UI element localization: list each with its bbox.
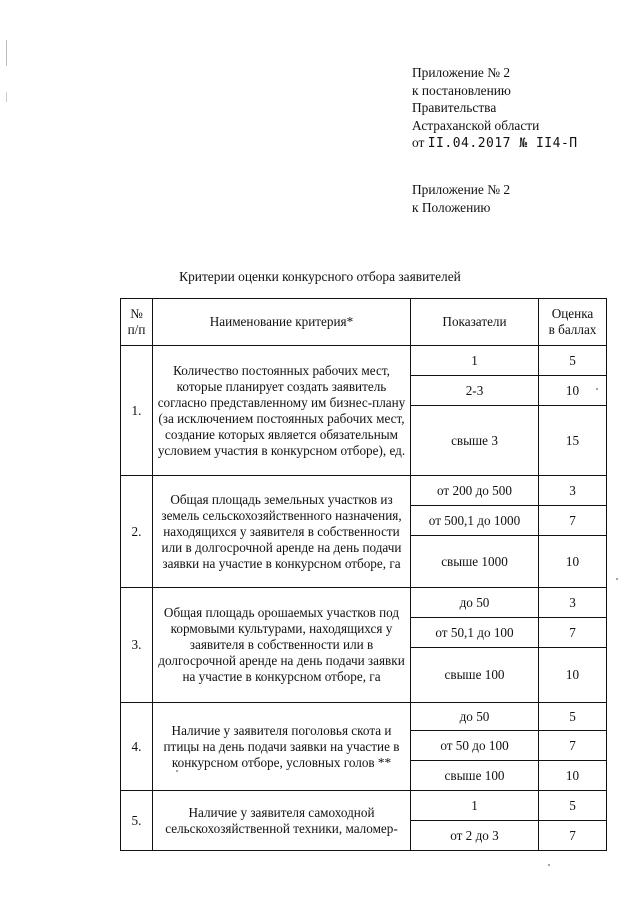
table-row: [121, 346, 607, 376]
appendix-regulation-block: [412, 181, 510, 216]
criteria-table: [120, 298, 607, 851]
header-number-line: №: [130, 306, 143, 321]
scan-speck: [596, 388, 598, 390]
table-row: [121, 791, 607, 821]
score-cell: 3: [539, 588, 607, 618]
appendix-line: к постановлению: [412, 82, 511, 98]
indicator-cell: от 2 до 3: [411, 821, 539, 851]
header-score-line: в баллах: [548, 322, 597, 337]
scan-speck: [548, 864, 550, 866]
indicator-cell: свыше 100: [411, 648, 539, 703]
indicator-cell: свыше 1000: [411, 536, 539, 588]
score-cell: 7: [539, 506, 607, 536]
appendix-line: Приложение № 2: [412, 182, 511, 197]
scan-speck: [616, 578, 618, 580]
row-number: 2.: [121, 476, 153, 588]
header-number: [121, 299, 153, 346]
score-cell: 7: [539, 821, 607, 851]
indicator-cell: от 500,1 до 1000: [411, 506, 539, 536]
table-row: [121, 703, 607, 731]
indicator-cell: до 50: [411, 588, 539, 618]
document-title: Критерии оценки конкурсного отбора заявителей: [179, 269, 461, 284]
row-number: 5.: [121, 791, 153, 851]
indicator-cell: свыше 3: [411, 406, 539, 476]
score-cell: 5: [539, 703, 607, 731]
score-cell: 10: [539, 376, 607, 406]
table-row: [121, 588, 607, 618]
row-number: 4.: [121, 703, 153, 791]
score-cell: 5: [539, 791, 607, 821]
margin-mark: [6, 40, 7, 66]
header-score: [539, 299, 607, 346]
criterion-cell: Общая площадь орошаемых участков под кормовыми культурами, находящихся у заявителя в собственности или в долгосрочной аренде на день подачи заявки на участие в конкурсном отборе, га: [153, 588, 411, 703]
date-prefix: от: [412, 135, 425, 150]
indicator-cell: 2-3: [411, 376, 539, 406]
appendix-line: к Положению: [412, 199, 491, 215]
table-header-row: [121, 299, 607, 346]
appendix-line: Правительства: [412, 100, 497, 115]
appendix-line: Астраханской области: [412, 117, 540, 133]
header-criterion: Наименование критерия*: [153, 299, 411, 346]
indicator-cell: свыше 100: [411, 761, 539, 791]
score-cell: 7: [539, 731, 607, 761]
score-cell: 10: [539, 648, 607, 703]
indicator-cell: от 50,1 до 100: [411, 618, 539, 648]
score-cell: 15: [539, 406, 607, 476]
score-cell: 5: [539, 346, 607, 376]
indicator-cell: 1: [411, 346, 539, 376]
score-cell: 7: [539, 618, 607, 648]
date-and-number: II.04.2017 № II4-П: [427, 136, 578, 151]
margin-mark: [6, 92, 7, 102]
criterion-cell: Количество постоянных рабочих мест, которые планирует создать заявитель согласно представленному им бизнес-плану (за исключением постоянных рабочих мест, создание которых является обязательным условием участия в конкурсном отборе), ед.: [153, 346, 411, 476]
score-cell: 10: [539, 761, 607, 791]
row-number: 1.: [121, 346, 153, 476]
row-number: 3.: [121, 588, 153, 703]
header-indicators: Показатели: [411, 299, 539, 346]
indicator-cell: от 50 до 100: [411, 731, 539, 761]
score-cell: 3: [539, 476, 607, 506]
criterion-cell: Общая площадь земельных участков из земель сельскохозяйственного назначения, находящихся у заявителя в собственности или в долгосрочной аренде на день подачи заявки на участие в конкурсном отборе, га: [153, 476, 411, 588]
score-cell: 10: [539, 536, 607, 588]
header-score-line: Оценка: [551, 306, 594, 321]
indicator-cell: от 200 до 500: [411, 476, 539, 506]
indicator-cell: 1: [411, 791, 539, 821]
criterion-cell: Наличие у заявителя поголовья скота и птицы на день подачи заявки на участие в конкурсном отборе, условных голов **: [153, 703, 411, 791]
appendix-line: Приложение № 2: [412, 65, 511, 80]
table-row: [121, 476, 607, 506]
criterion-cell: Наличие у заявителя самоходной сельскохозяйственной техники, маломер-: [153, 791, 411, 851]
scan-speck: [176, 770, 178, 772]
appendix-date-line: [412, 134, 578, 153]
indicator-cell: до 50: [411, 703, 539, 731]
appendix-resolution-block: [412, 64, 578, 153]
header-number-line: п/п: [127, 322, 146, 337]
